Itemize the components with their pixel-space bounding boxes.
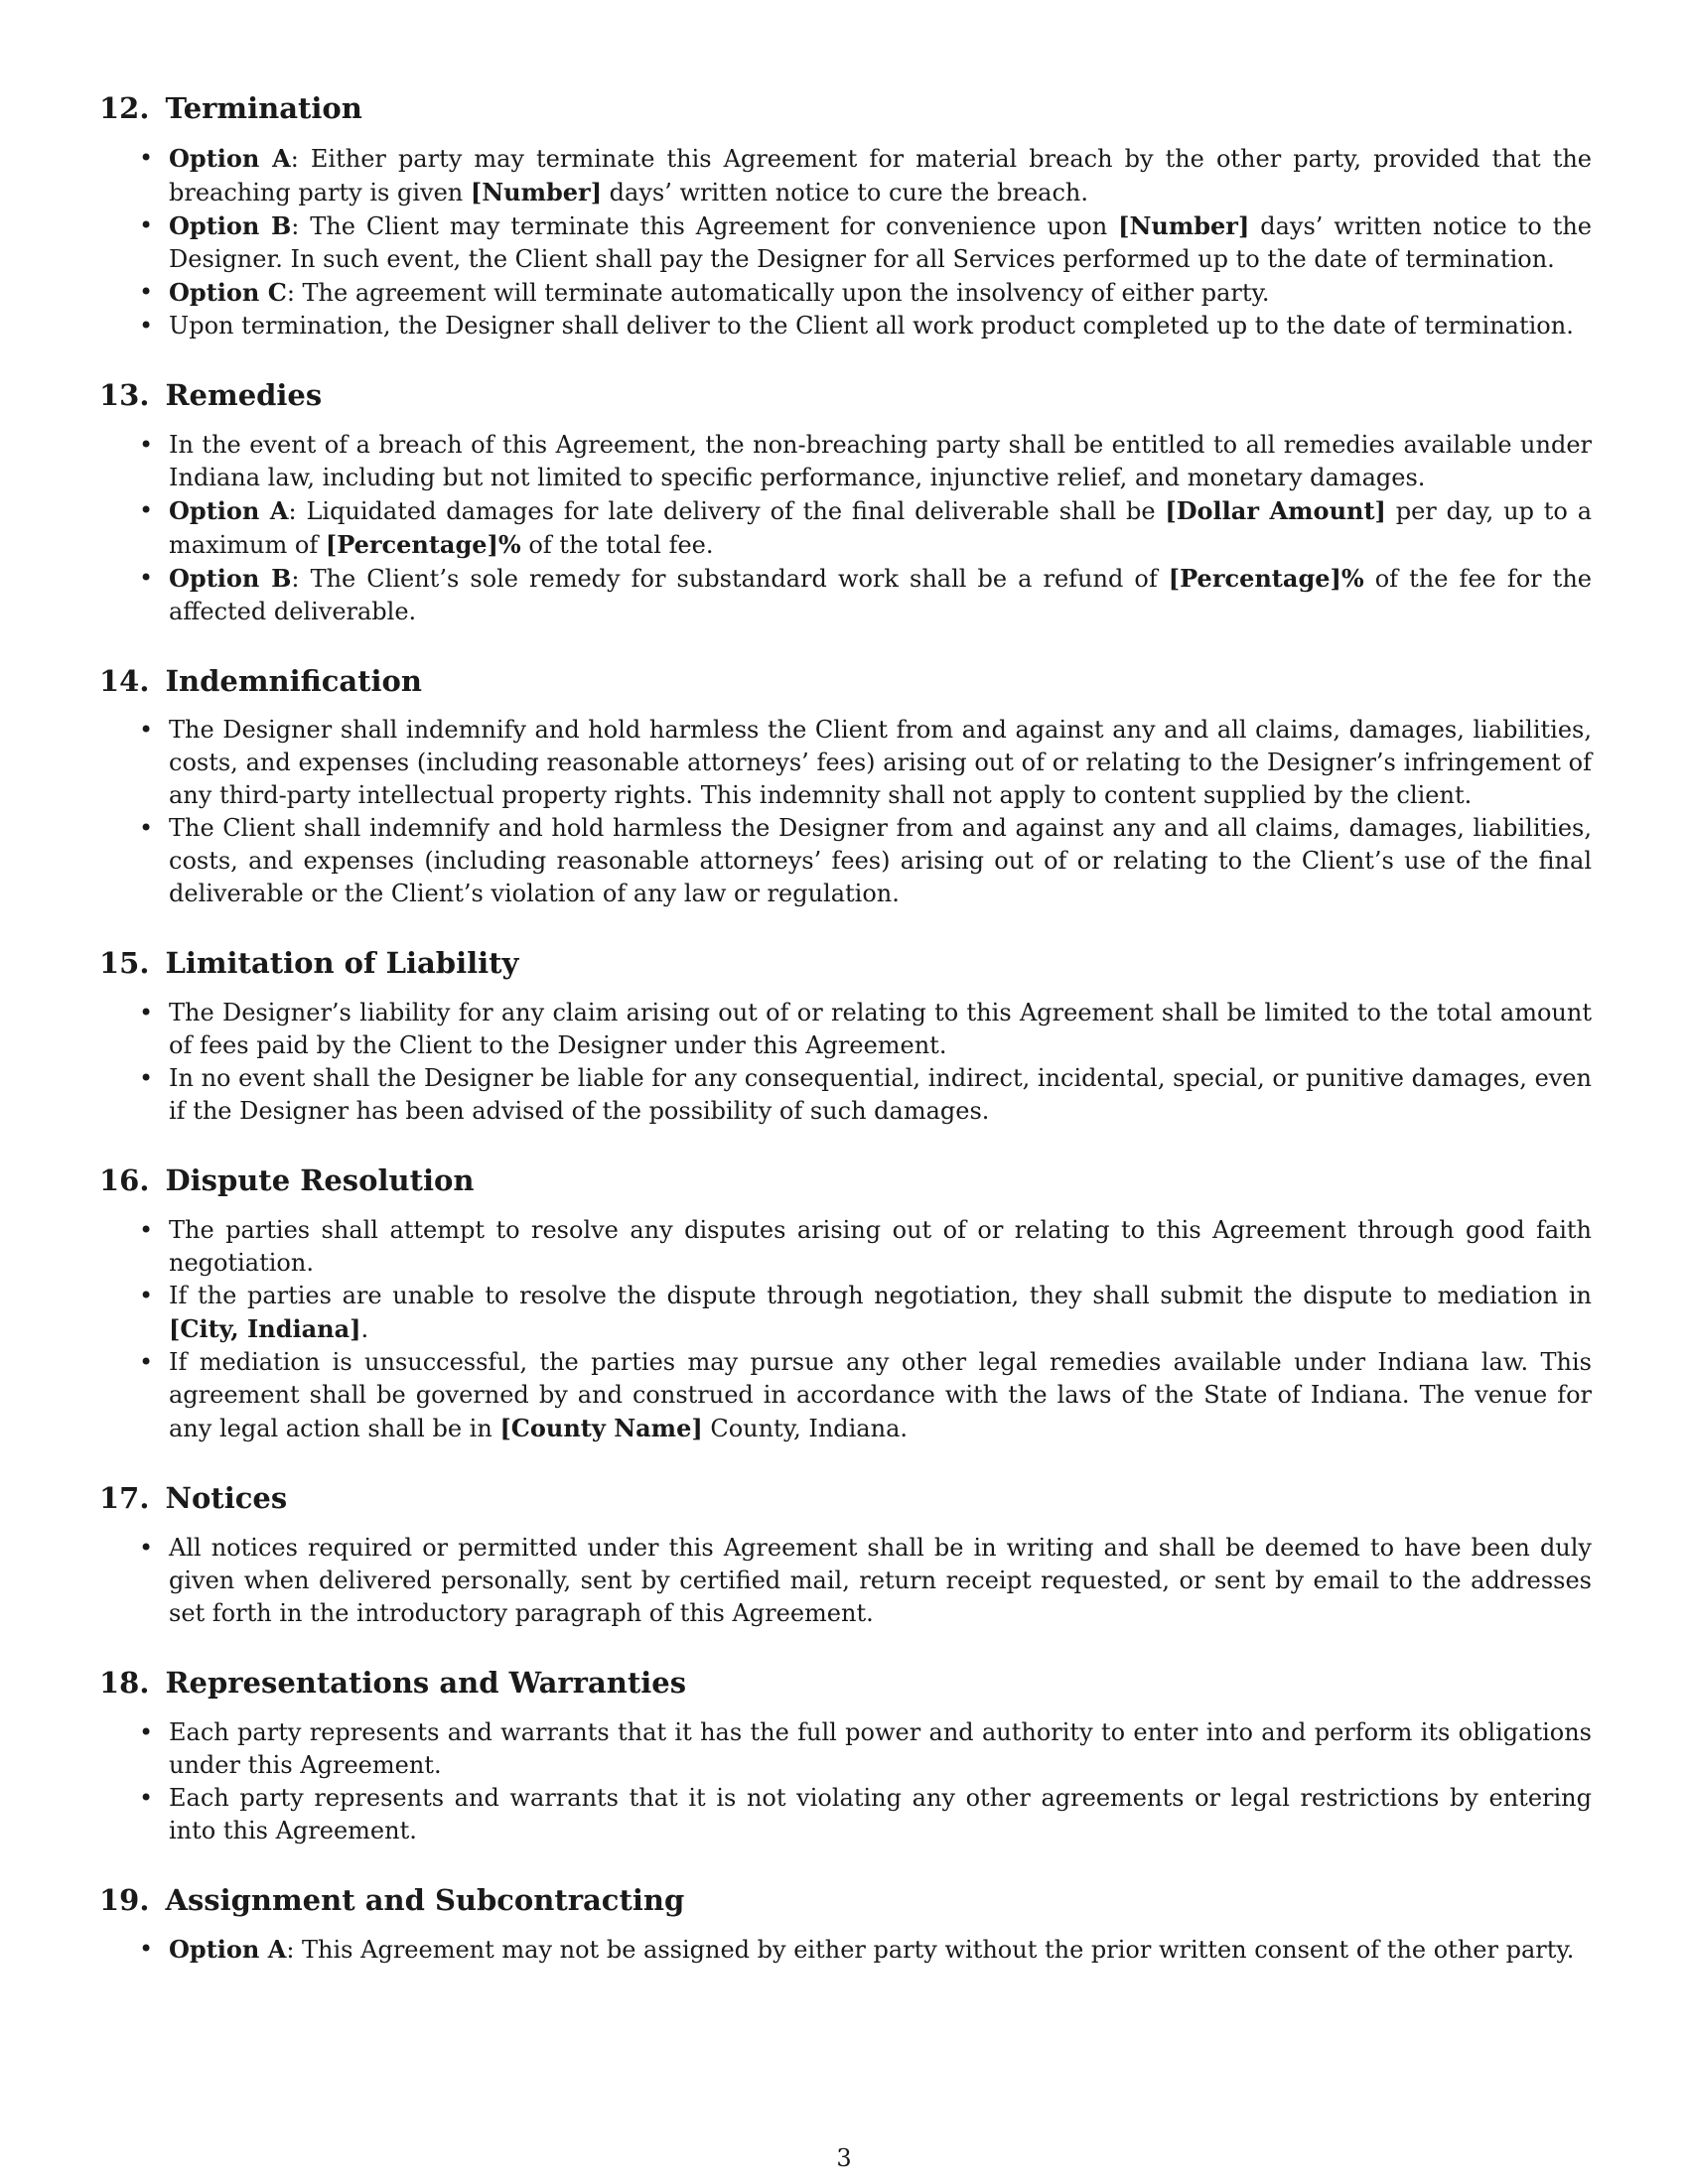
clause-item: [169, 714, 1592, 812]
clause-item: [169, 1280, 1592, 1346]
clause-item: [169, 1716, 1592, 1782]
section-16: [99, 1163, 1592, 1445]
clause-item: [169, 429, 1592, 494]
clause-text: : This Agreement may not be assigned by either party without the prior written consent of the other party.: [286, 1936, 1575, 1965]
clause-emphasis: Option A: [169, 495, 289, 525]
clause-list: [99, 1214, 1592, 1445]
section-number: 12.: [99, 91, 150, 125]
section-14: [99, 664, 1592, 911]
section-heading: [99, 91, 1592, 126]
clause-emphasis: Option C: [169, 277, 287, 307]
section-12: [99, 91, 1592, 342]
clause-text: .: [360, 1314, 369, 1343]
clause-emphasis: Option B: [169, 210, 292, 240]
section-19: [99, 1883, 1592, 1968]
section-17: [99, 1481, 1592, 1630]
section-title: Representations and Warranties: [165, 1665, 687, 1700]
clause-text: of the fee for the affected deliverable.: [169, 564, 1592, 625]
section-13: [99, 378, 1592, 628]
section-heading: [99, 946, 1592, 981]
clause-text: The Designer’s liability for any claim arising out of or relating to this Agreement shall be limited to the total amount of fees paid by the Client to the Designer under this Agreement.: [169, 999, 1592, 1060]
section-title: Notices: [165, 1480, 288, 1515]
clause-emphasis: [County Name]: [499, 1413, 703, 1442]
clause-text: : The Client’s sole remedy for substandard work shall be a refund of: [291, 564, 1169, 593]
clause-text: All notices required or permitted under this Agreement shall be in writing and shall be deemed to have been duly given when delivered personally, sent by certified mail, return receipt requested, or sent by email to the addresses set forth in the introductory paragraph of this Agreement.: [169, 1533, 1592, 1627]
section-heading: [99, 1481, 1592, 1516]
clause-list: [99, 1532, 1592, 1630]
section-number: 14.: [99, 663, 150, 698]
clause-text: In the event of a breach of this Agreement, the non-breaching party shall be entitled to all remedies available under Indiana law, including but not limited to specific performance, injunctive relief, and monetary damages.: [169, 430, 1592, 491]
section-title: Dispute Resolution: [165, 1163, 475, 1198]
clause-text: The Client shall indemnify and hold harmless the Designer from and against any and all claims, damages, liabilities, costs, and expenses (including reasonable attorneys’ fees) arising out of or relating to the Client’s use of the final deliverable or the Client’s violation of any law or regulation.: [169, 814, 1592, 908]
clause-text: In no event shall the Designer be liable for any consequential, indirect, incidental, special, or punitive damages, even if the Designer has been advised of the possibility of such damages.: [169, 1064, 1592, 1126]
clause-text: per day, up to a maximum of: [169, 496, 1593, 559]
clause-item: [169, 997, 1592, 1062]
clause-item: [169, 494, 1592, 562]
clause-emphasis: Option A: [169, 1935, 287, 1965]
clause-list: [99, 429, 1592, 628]
clause-emphasis: Option A: [169, 143, 291, 173]
clause-item: [169, 1532, 1592, 1630]
section-number: 16.: [99, 1163, 150, 1198]
clause-item: [169, 1214, 1592, 1280]
clause-item: [169, 310, 1592, 342]
section-heading: [99, 664, 1592, 699]
section-number: 13.: [99, 377, 150, 412]
section-title: Limitation of Liability: [165, 946, 519, 981]
section-title: Assignment and Subcontracting: [165, 1882, 685, 1917]
clause-text: Each party represents and warrants that it is not violating any other agreements or legal restrictions by entering into this Agreement.: [169, 1783, 1592, 1844]
clause-item: [169, 1346, 1592, 1445]
clause-item: [169, 1062, 1592, 1128]
clause-emphasis: [Percentage]%: [1168, 563, 1364, 593]
clause-text: Upon termination, the Designer shall deliver to the Client all work product completed up to the date of termination.: [169, 311, 1574, 340]
clause-text: days’ written notice to cure the breach.: [602, 178, 1088, 206]
section-15: [99, 946, 1592, 1128]
clause-item: [169, 209, 1592, 276]
section-number: 15.: [99, 946, 150, 981]
clause-text: : Liquidated damages for late delivery of the final deliverable shall be: [288, 496, 1166, 525]
section-heading: [99, 1883, 1592, 1918]
section-heading: [99, 1163, 1592, 1198]
clause-item: [169, 1782, 1592, 1847]
section-number: 19.: [99, 1882, 150, 1917]
clause-list: [99, 1716, 1592, 1847]
clause-emphasis: Option B: [169, 563, 292, 593]
clause-text: : The agreement will terminate automatically upon the insolvency of either party.: [286, 278, 1270, 307]
clause-text: of the total fee.: [520, 530, 714, 559]
clause-text: County, Indiana.: [702, 1414, 909, 1442]
clause-emphasis: [Dollar Amount]: [1165, 495, 1386, 525]
clause-emphasis: [Number]: [1118, 210, 1250, 240]
clause-item: [169, 276, 1592, 310]
sections-container: [99, 91, 1592, 1967]
section-number: 18.: [99, 1665, 150, 1700]
clause-text: Each party represents and warrants that it has the full power and authority to enter into and perform its obligations under this Agreement.: [169, 1717, 1592, 1779]
clause-emphasis: [City, Indiana]: [169, 1313, 361, 1343]
section-number: 17.: [99, 1480, 150, 1515]
section-18: [99, 1666, 1592, 1847]
clause-text: : The Client may terminate this Agreement for convenience upon: [291, 211, 1119, 240]
clause-item: [169, 562, 1592, 628]
clause-text: days’ written notice to the Designer. In such event, the Client shall pay the Designer for all Services performed up to the date of termination.: [169, 211, 1592, 273]
clause-text: : Either party may terminate this Agreement for material breach by the other party, provided that the breaching party is given: [169, 144, 1593, 206]
section-title: Remedies: [165, 377, 323, 412]
clause-item: [169, 142, 1592, 209]
clause-text: The parties shall attempt to resolve any disputes arising out of or relating to this Agreement through good faith negotiation.: [169, 1215, 1592, 1277]
clause-emphasis: [Number]: [470, 177, 603, 206]
clause-text: The Designer shall indemnify and hold harmless the Client from and against any and all claims, damages, liabilities, costs, and expenses (including reasonable attorneys’ fees) arising out of or relating to the Designer’s infringement of any third-party intellectual property rights. This indemnity shall not apply to content supplied by the client.: [169, 716, 1592, 810]
clause-list: [99, 142, 1592, 342]
page-number: 3: [836, 2144, 852, 2172]
clause-text: If mediation is unsuccessful, the parties may pursue any other legal remedies available under Indiana law. This agreement shall be governed by and construed in accordance with the laws of the State of Indiana. The venue for any legal action shall be in: [169, 1347, 1592, 1442]
clause-list: [99, 1933, 1592, 1967]
clause-list: [99, 714, 1592, 910]
clause-emphasis: [Percentage]%: [325, 529, 521, 559]
section-heading: [99, 1666, 1592, 1701]
clause-list: [99, 997, 1592, 1128]
clause-text: If the parties are unable to resolve the dispute through negotiation, they shall submit the dispute to mediation in: [169, 1281, 1592, 1309]
clause-item: [169, 1933, 1592, 1967]
section-title: Indemnification: [165, 663, 422, 698]
section-title: Termination: [165, 91, 362, 125]
clause-item: [169, 812, 1592, 910]
section-heading: [99, 378, 1592, 413]
